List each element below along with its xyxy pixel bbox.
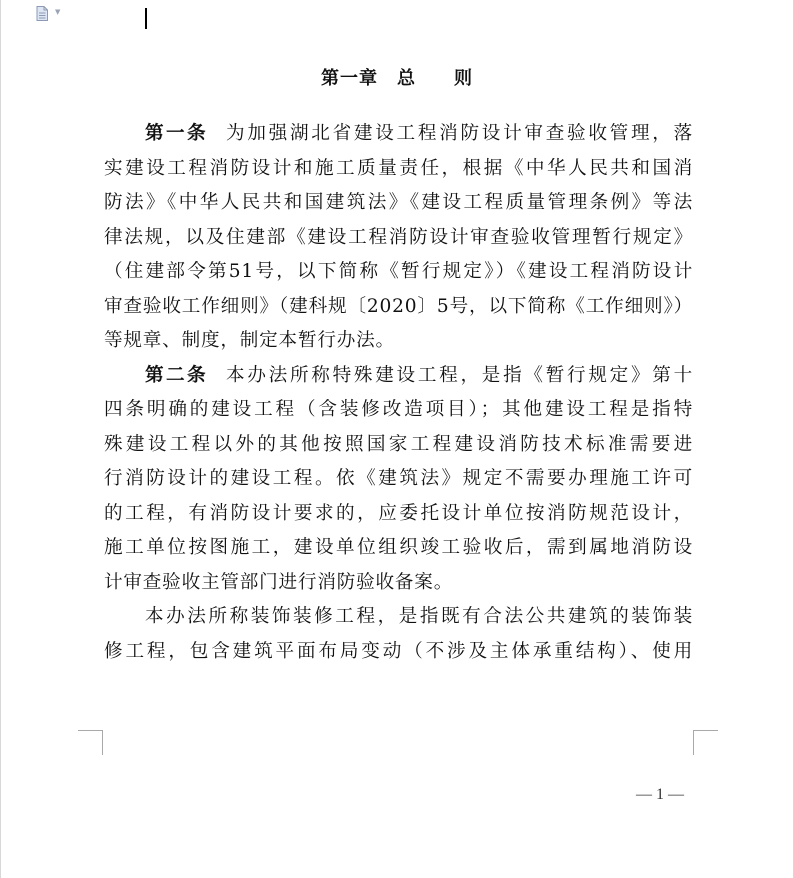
paragraph-line: 审查验收工作细则》（建科规〔2020〕5号，以下简称《工作细则》） xyxy=(104,295,693,317)
line-text: 本办法所称特殊建设工程，是指《暂行规定》第十 xyxy=(226,364,693,386)
paragraph-line: 四条明确的建设工程（含装修改造项目）；其他建设工程是指特 xyxy=(104,399,693,420)
chevron-down-icon[interactable]: ▼ xyxy=(55,8,61,16)
article-lead: 第二条 xyxy=(145,364,209,386)
margin-corner-mark-left xyxy=(78,730,103,755)
line-text: 为加强湖北省建设工程消防设计审查验收管理，落 xyxy=(226,123,693,144)
paragraph-line: 防法》《中华人民共和国建筑法》《建设工程质量管理条例》等法 xyxy=(104,192,693,213)
text-cursor xyxy=(145,8,147,29)
paragraph-line: （住建部令第51号，以下简称《暂行规定》）《建设工程消防设计 xyxy=(104,261,693,282)
page-number: — 1 — xyxy=(636,786,684,803)
chapter-title: 第一章 总 则 xyxy=(321,68,473,89)
document-icon[interactable] xyxy=(36,6,48,21)
margin-corner-mark-right xyxy=(693,730,718,755)
paragraph-line: 的工程，有消防设计要求的，应委托设计单位按消防规范设计， xyxy=(104,502,693,524)
paragraph-line: 本办法所称装饰装修工程，是指既有合法公共建筑的装饰装 xyxy=(145,606,693,627)
paragraph-line: 等规章、制度，制定本暂行办法。 xyxy=(104,330,395,351)
paragraph-line: 行消防设计的建设工程。依《建筑法》规定不需要办理施工许可 xyxy=(104,468,693,489)
paragraph-line xyxy=(104,359,693,394)
paragraph-line: 殊建设工程以外的其他按照国家工程建设消防技术标准需要进 xyxy=(104,433,693,455)
paragraph-line: 计审查验收主管部门进行消防验收备案。 xyxy=(104,571,454,593)
page-edge-left xyxy=(0,0,1,878)
paragraph-line xyxy=(104,117,693,152)
paragraph-line: 施工单位按图施工，建设单位组织竣工验收后，需到属地消防设 xyxy=(104,537,693,558)
document-body[interactable] xyxy=(104,117,693,669)
paragraph-line: 律法规，以及住建部《建设工程消防设计审查验收管理暂行规定》 xyxy=(104,226,693,248)
paragraph-line: 实建设工程消防设计和施工质量责任，根据《中华人民共和国消 xyxy=(104,157,693,179)
article-lead: 第一条 xyxy=(145,123,209,144)
paragraph-line: 修工程，包含建筑平面布局变动（不涉及主体承重结构）、使用 xyxy=(104,640,693,662)
